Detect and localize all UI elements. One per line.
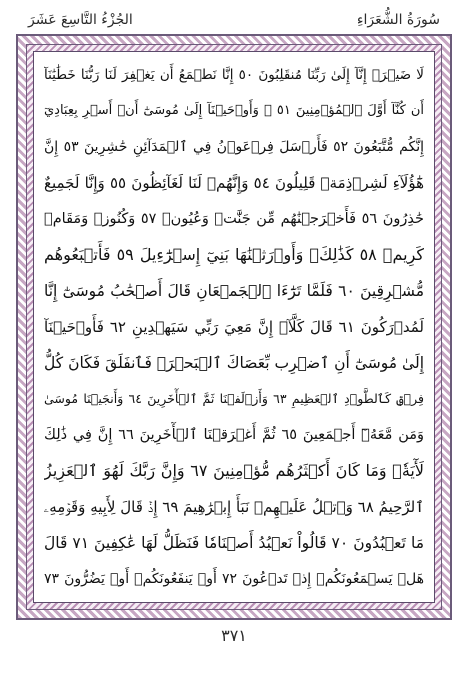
verse-line: لَمُدۡرَكُونَ ٦١ قَالَ كَلَّآۖ إِنَّ مَعِيَ رَبِّي سَيَهۡدِينِ ٦٢ فَأَوۡحَيۡنَآ <box>44 318 424 336</box>
verse-line: هَٰٓؤُلَآءِ لَشِرۡذِمَةٞ قَلِيلُونَ ٥٤ وَإِنَّهُمۡ لَنَا لَغَآئِظُونَ ٥٥ وَإِنَّا لَجَمِيعٌ <box>44 174 424 192</box>
verse-line: هَلۡ يَسۡمَعُونَكُمۡ إِذۡ تَدۡعُونَ ٧٢ أَوۡ يَنفَعُونَكُمۡ أَوۡ يَضُرُّونَ ٧٣ <box>44 571 424 587</box>
surah-title: سُورَةُ الشُّعَرَاءِ <box>356 12 440 28</box>
verse-line: وَمَن مَّعَهُۥٓ أَجۡمَعِينَ ٦٥ ثُمَّ أَغۡرَقۡنَا ٱلۡأٓخَرِينَ ٦٦ إِنَّ فِي ذَٰلِكَ <box>44 427 424 443</box>
verse-line: كَرِيمٖ ٥٨ كَذَٰلِكَۖ وَأَوۡرَثۡنَٰهَا بَنِيٓ إِسۡرَٰٓءِيلَ ٥٩ فَأَتۡبَعُوهُم <box>44 245 424 264</box>
page-header <box>28 8 440 32</box>
verse-line: أَن كُنَّآ أَوَّلَ ٱلۡمُؤۡمِنِينَ ٥١ ۞ وَأَوۡحَيۡنَآ إِلَىٰ مُوسَىٰٓ أَنۡ أَسۡرِ بِعِبَادِيٓ <box>44 103 424 118</box>
verse-line: ٱلرَّحِيمُ ٦٨ وَٱتۡلُ عَلَيۡهِمۡ نَبَأَ إِبۡرَٰهِيمَ ٦٩ إِذۡ قَالَ لِأَبِيهِ وَقَوۡمِهِۦ <box>44 498 424 516</box>
verse-line: إِنَّكُم مُّتَّبَعُونَ ٥٢ فَأَرۡسَلَ فِرۡعَوۡنُ فِي ٱلۡمَدَآئِنِ حَٰشِرِينَ ٥٣ إِنَّ <box>44 139 424 155</box>
verse-line: مُّشۡرِقِينَ ٦٠ فَلَمَّا تَرَٰٓءَا ٱلۡجَمۡعَانِ قَالَ أَصۡحَٰبُ مُوسَىٰٓ إِنَّا <box>44 282 424 300</box>
decorative-page-frame <box>16 34 452 620</box>
text-panel <box>33 51 435 603</box>
juz-title: الجُزْءُ التَّاسِعَ عَشَرَ <box>28 12 133 28</box>
verse-line: لَأٓيَةٗۖ وَمَا كَانَ أَكۡثَرُهُم مُّؤۡمِنِينَ ٦٧ وَإِنَّ رَبَّكَ لَهُوَ ٱلۡعَزِيزُ <box>44 461 424 480</box>
verse-line: إِلَىٰ مُوسَىٰٓ أَنِ ٱضۡرِب بِّعَصَاكَ ٱلۡبَحۡرَۖ فَٱنفَلَقَ فَكَانَ كُلُّ <box>44 354 424 372</box>
verse-line: مَا تَعۡبُدُونَ ٧٠ قَالُواْ نَعۡبُدُ أَصۡنَامٗا فَنَظَلُّ لَهَا عَٰكِفِينَ ٧١ قَالَ <box>44 534 424 552</box>
verse-line: حَٰذِرُونَ ٥٦ فَأَخۡرَجۡنَٰهُم مِّن جَنَّٰتٖ وَعُيُونٖ ٥٧ وَكُنُوزٖ وَمَقَامٖ <box>44 211 424 227</box>
page-number: ٣٧١ <box>221 626 247 645</box>
frame-pattern-border <box>26 44 442 610</box>
verse-line: لَا ضَيۡرَۖ إِنَّآ إِلَىٰ رَبِّنَا مُنقَلِبُونَ ٥٠ إِنَّا نَطۡمَعُ أَن يَغۡفِرَ لَنَا رَبُّنَا خَطَٰيَٰنَآ <box>44 67 424 83</box>
verse-line: فِرۡقٖ كَٱلطَّوۡدِ ٱلۡعَظِيمِ ٦٣ وَأَزۡلَفۡنَا ثَمَّ ٱلۡأٓخَرِينَ ٦٤ وَأَنجَيۡنَا مُوسَىٰ <box>44 391 424 406</box>
verse-text-block <box>44 58 424 596</box>
